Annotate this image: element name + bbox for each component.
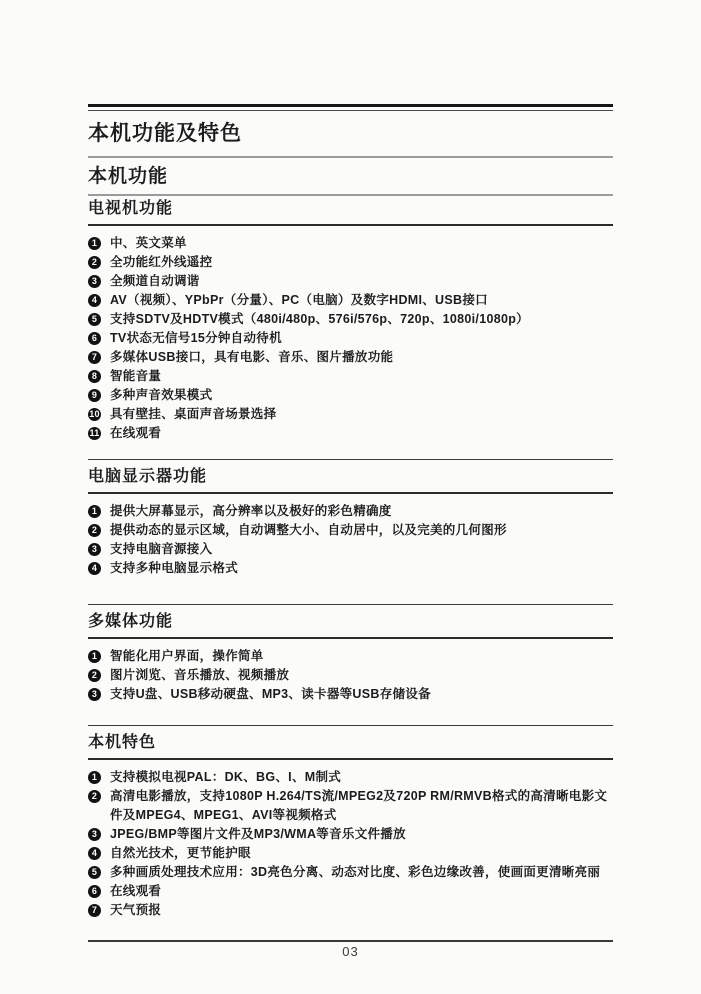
feature-list (88, 639, 613, 704)
item-text: JPEG/BMP等图片文件及MP3/WMA等音乐文件播放 (110, 827, 406, 841)
section-heading: 电视机功能 (88, 200, 174, 217)
item-text: 多媒体USB接口，具有电影、音乐、图片播放功能 (110, 350, 394, 364)
item-number-badge: 4 (88, 294, 101, 307)
item-number-badge: 6 (88, 332, 101, 345)
item-number-badge: 2 (88, 790, 101, 803)
item-number-badge: 3 (88, 543, 101, 556)
item-number-badge: 7 (88, 351, 101, 364)
list-item (88, 882, 613, 901)
item-number-badge: 6 (88, 885, 101, 898)
list-item (88, 253, 613, 272)
item-text: 支持多种电脑显示格式 (110, 561, 239, 575)
item-number-badge: 4 (88, 847, 101, 860)
top-double-rule (88, 104, 613, 111)
item-text: TV状态无信号15分钟自动待机 (110, 331, 282, 345)
list-item (88, 291, 613, 310)
divider-rule (88, 156, 613, 158)
item-number-badge: 1 (88, 237, 101, 250)
item-text: 高清电影播放，支持1080P H.264/TS流/MPEG2及720P RM/RMVB格式的高清晰电影文件及MPEG4、MPEG1、AVI等视频格式 (110, 789, 608, 822)
item-number-badge: 1 (88, 650, 101, 663)
feature-list (88, 494, 613, 578)
list-item (88, 768, 613, 787)
item-number-badge: 10 (89, 409, 100, 419)
section-special-features (88, 725, 613, 920)
item-number-badge: 2 (88, 524, 101, 537)
item-number-badge: 11 (89, 428, 100, 438)
item-number-badge: 1 (88, 771, 101, 784)
item-number-badge: 1 (88, 505, 101, 518)
list-item (88, 310, 613, 329)
item-text: 多种画质处理技术应用：3D亮色分离、动态对比度、彩色边缘改善，使画面更清晰亮丽 (110, 865, 601, 879)
list-item (88, 424, 613, 443)
item-number-badge: 9 (88, 389, 101, 402)
list-item (88, 863, 613, 882)
list-item (88, 502, 613, 521)
feature-list (88, 226, 613, 443)
item-number-badge: 2 (88, 669, 101, 682)
item-text: 提供大屏幕显示，高分辨率以及极好的彩色精确度 (110, 504, 392, 518)
item-number-badge: 3 (88, 828, 101, 841)
item-text: 支持U盘、USB移动硬盘、MP3、读卡器等USB存储设备 (110, 687, 431, 701)
list-item (88, 540, 613, 559)
section-pc-monitor-functions (88, 459, 613, 578)
chapter-title: 本机功能 (88, 166, 169, 187)
list-item (88, 666, 613, 685)
list-item (88, 348, 613, 367)
item-text: 支持模拟电视PAL：DK、BG、I、M制式 (110, 770, 342, 784)
item-number-badge: 5 (88, 866, 101, 879)
item-number-badge: 8 (88, 370, 101, 383)
section-heading: 多媒体功能 (88, 613, 174, 630)
item-text: 全频道自动调谐 (110, 274, 200, 288)
list-item (88, 272, 613, 291)
divider-rule (88, 194, 613, 196)
page-title: 本机功能及特色 (88, 122, 242, 145)
heading-overline (88, 604, 613, 632)
list-item (88, 367, 613, 386)
item-number-badge: 3 (88, 275, 101, 288)
section-heading: 电脑显示器功能 (88, 468, 208, 485)
item-text: AV（视频）、YPbPr（分量）、PC（电脑）及数字HDMI、USB接口 (110, 293, 488, 307)
item-text: 具有壁挂、桌面声音场景选择 (110, 407, 277, 421)
item-text: 智能音量 (110, 369, 162, 383)
page-content (88, 0, 613, 920)
list-item (88, 844, 613, 863)
item-text: 自然光技术，更节能护眼 (110, 846, 251, 860)
item-text: 提供动态的显示区域，自动调整大小、自动居中，以及完美的几何图形 (110, 523, 507, 537)
section-heading: 本机特色 (88, 734, 157, 751)
heading-overline (88, 459, 613, 487)
item-text: 多种声音效果模式 (110, 388, 213, 402)
item-text: 图片浏览、音乐播放、视频播放 (110, 668, 290, 682)
item-text: 中、英文菜单 (110, 236, 187, 250)
item-text: 全功能红外线遥控 (110, 255, 213, 269)
item-number-badge: 7 (88, 904, 101, 917)
item-text: 在线观看 (110, 884, 162, 898)
list-item (88, 901, 613, 920)
page-footer (88, 940, 613, 961)
list-item (88, 787, 613, 825)
list-item (88, 685, 613, 704)
section-tv-functions (88, 198, 613, 443)
item-number-badge: 5 (88, 313, 101, 326)
list-item (88, 234, 613, 253)
list-item (88, 825, 613, 844)
item-text: 支持SDTV及HDTV模式（480i/480p、576i/576p、720p、1080i/1080p） (110, 312, 529, 326)
list-item (88, 329, 613, 348)
item-number-badge: 4 (88, 562, 101, 575)
heading-overline (88, 725, 613, 753)
list-item (88, 386, 613, 405)
item-text: 在线观看 (110, 426, 162, 440)
feature-list (88, 760, 613, 920)
item-text: 智能化用户界面，操作简单 (110, 649, 264, 663)
section-multimedia-functions (88, 604, 613, 704)
list-item (88, 405, 613, 424)
item-text: 天气预报 (110, 903, 162, 917)
item-number-badge: 2 (88, 256, 101, 269)
list-item (88, 559, 613, 578)
list-item (88, 647, 613, 666)
item-text: 支持电脑音源接入 (110, 542, 213, 556)
list-item (88, 521, 613, 540)
item-number-badge: 3 (88, 688, 101, 701)
page-number: 03 (342, 944, 359, 959)
